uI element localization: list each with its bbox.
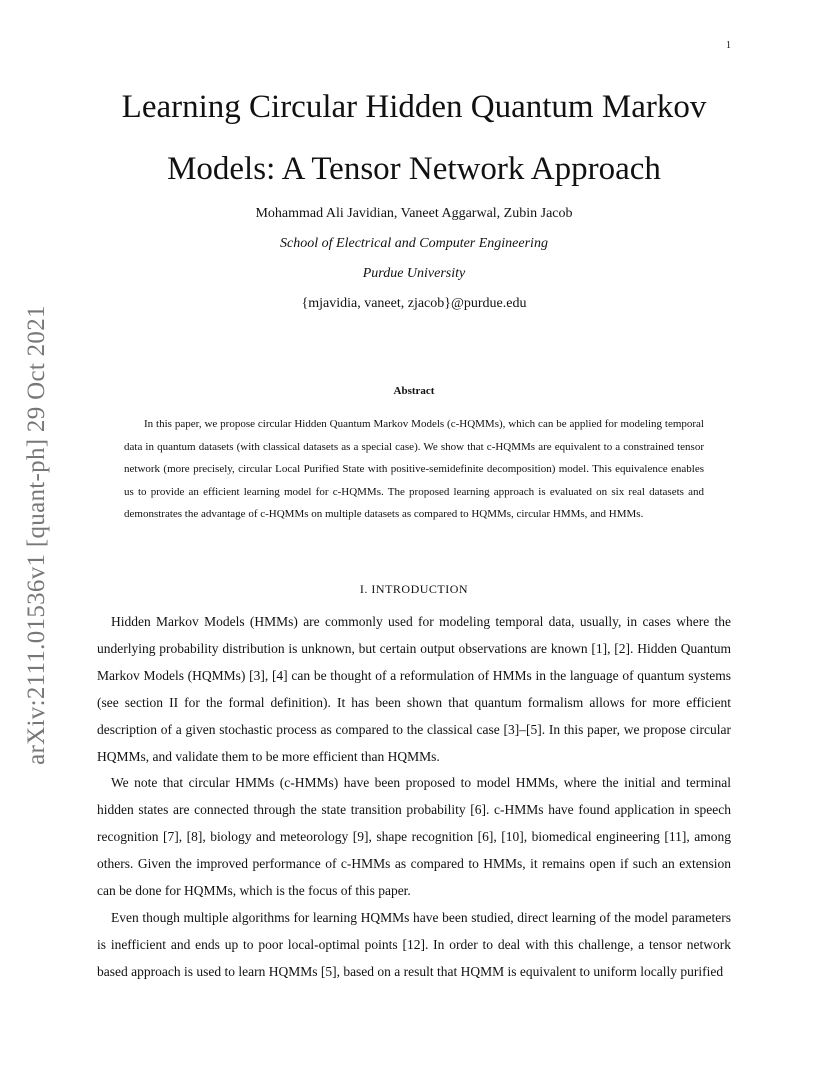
arxiv-watermark (22, 285, 52, 785)
paper-title (97, 76, 731, 200)
author-block (97, 199, 731, 319)
introduction-body (97, 609, 731, 986)
arxiv-stamp-text: arXiv:2111.01536v1 [quant-ph] 29 Oct 2021 (23, 305, 50, 765)
title-line-1: Learning Circular Hidden Quantum Markov (121, 89, 707, 125)
school-name: School of Electrical and Computer Engineering (280, 236, 548, 251)
paragraph-2: We note that circular HMMs (c-HMMs) have been proposed to model HMMs, where the initial and terminal hidden states are connected through the state transition probability [6]. c-HMMs have found application in speech recognition [7], [8], biology and meteorology [9], shape recognition [6], [10], biomedical engineering [11], among others. Given the improved performance of c-HMMs as compared to HMMs, it remains open if such an extension can be done for HQMMs, which is the focus of this paper. (97, 775, 731, 899)
author-names: Mohammad Ali Javidian, Vaneet Aggarwal, Zubin Jacob (255, 206, 573, 221)
university-name: Purdue University (362, 266, 466, 281)
paragraph-3: Even though multiple algorithms for learning HQMMs have been studied, direct learning of the model parameters is inefficient and ends up to poor local-optimal points [12]. In order to deal with this challenge, a tensor network based approach is used to learn HQMMs [5], based on a result that HQMM is equivalent to uniform locally purified (97, 909, 731, 979)
page-number: 1 (726, 40, 731, 51)
section-heading: I. INTRODUCTION (359, 582, 469, 596)
abstract-text: In this paper, we propose circular Hidden Quantum Markov Models (c-HQMMs), which can be applied for modeling temporal data in quantum datasets (with classical datasets as a special case). We show that c-HQMMs are equivalent to a constrained tensor network (more precisely, circular Local Purified State with positive-semidefinite decomposition) model. This equivalence enables us to provide an efficient learning model for c-HQMMs. The proposed learning approach is evaluated on six real datasets and demonstrates the advantage of c-HQMMs on multiple datasets as compared to HQMMs, circular HMMs, and HMMs. (124, 418, 704, 521)
author-email: {mjavidia, vaneet, zjacob}@purdue.edu (301, 296, 527, 311)
abstract-heading: Abstract (393, 385, 435, 397)
paragraph-1: Hidden Markov Models (HMMs) are commonly used for modeling temporal data, usually, in cases where the underlying probability distribution is unknown, but certain output observations are known [1], [2]. Hidden Quantum Markov Models (HQMMs) [3], [4] can be thought of a reformulation of HMMs in the language of quantum systems (see section II for the formal definition). It has been shown that quantum formalism allows for more efficient description of a given stochastic process as compared to the classical case [3]–[5]. In this paper, we propose circular HQMMs, and validate them to be more efficient than HQMMs. (97, 614, 731, 764)
title-line-2: Models: A Tensor Network Approach (167, 151, 661, 187)
